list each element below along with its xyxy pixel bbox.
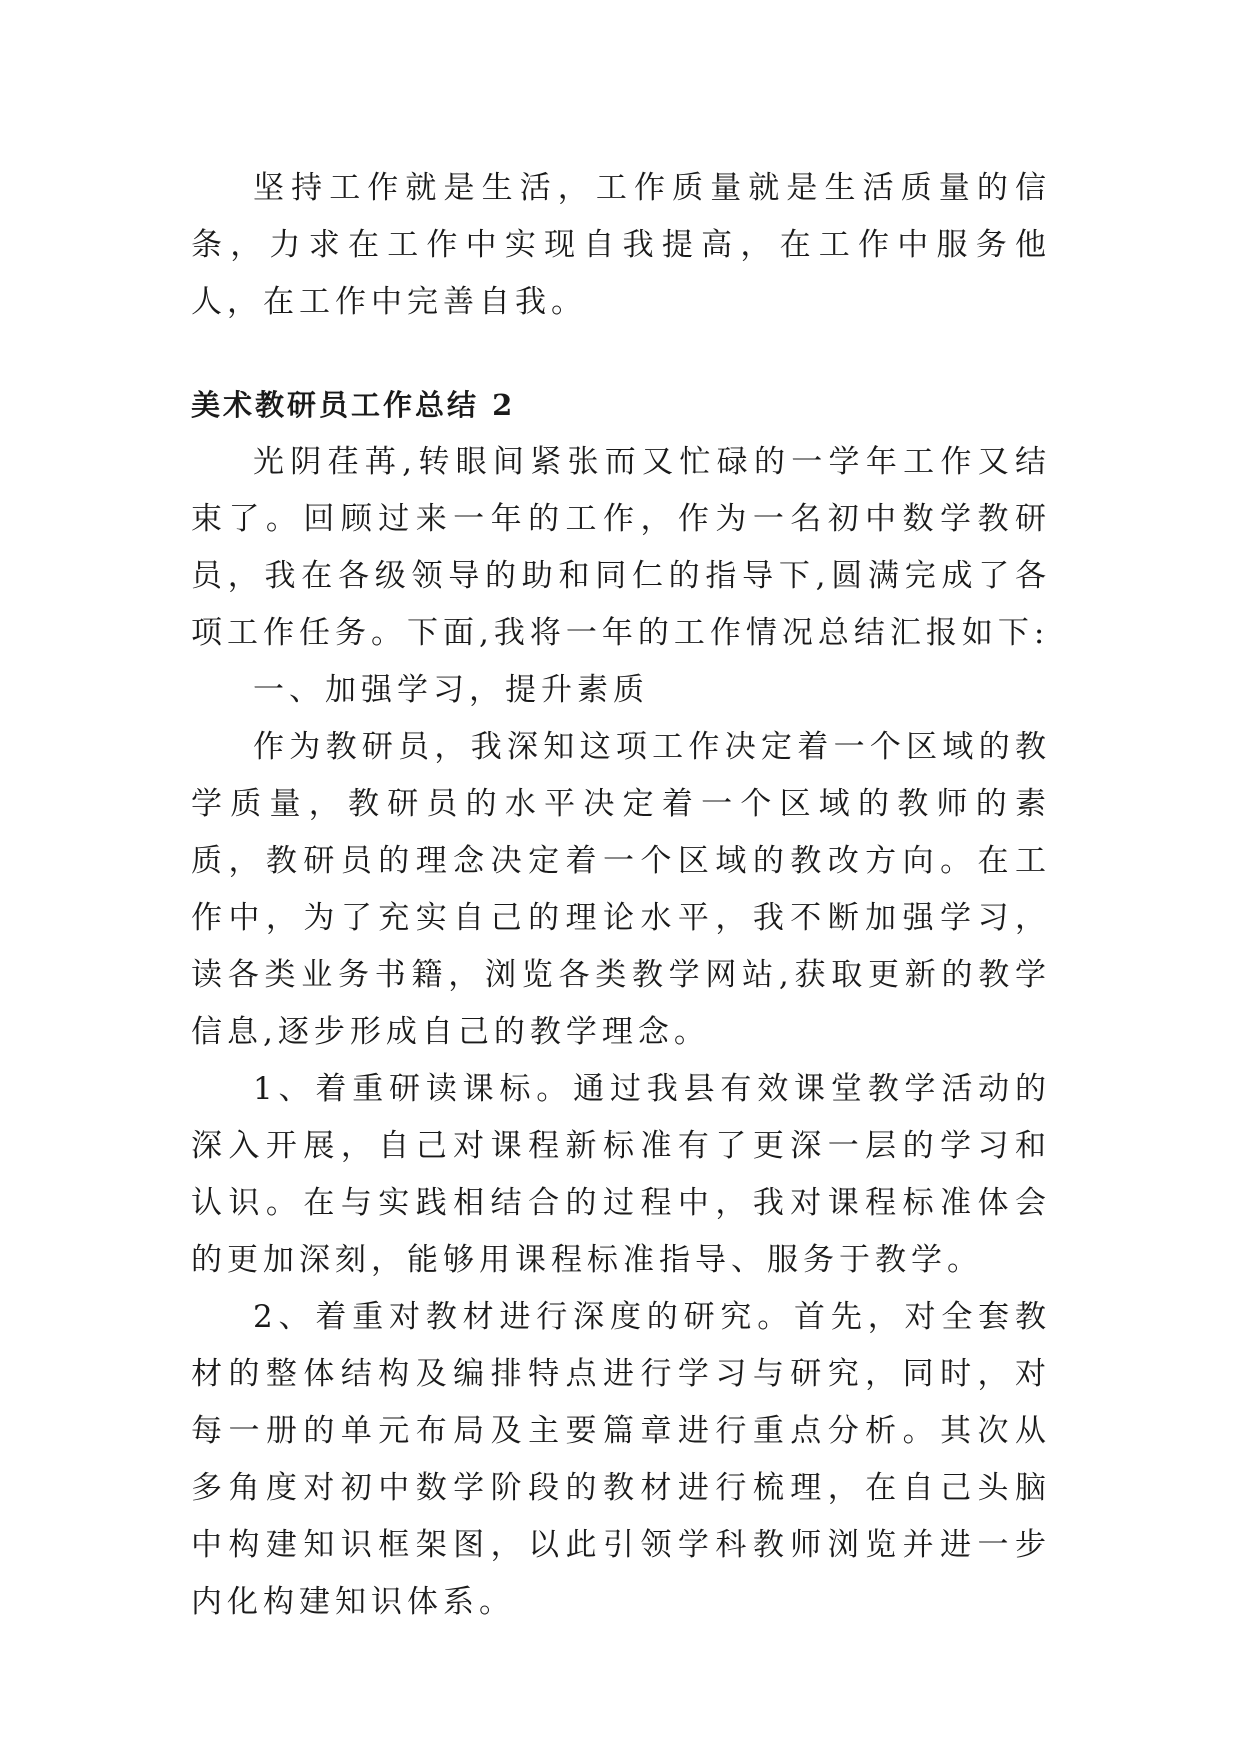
document-page <box>191 160 1051 1631</box>
paragraph-intro: 坚持工作就是生活，工作质量就是生活质量的信条，力求在工作中实现自我提高，在工作中服务他人，在工作中完善自我。 <box>191 170 1051 320</box>
section-title: 美术教研员工作总结 2 <box>191 388 516 422</box>
subheading-learning: 一、加强学习，提升素质 <box>253 672 649 708</box>
paragraph-textbook: 2、着重对教材进行深度的研究。首先，对全套教材的整体结构及编排特点进行学习与研究，同时，对每一册的单元布局及主要篇章进行重点分析。其次从多角度对初中数学阶段的教材进行梳理，在自己头脑中构建知识框架图，以此引领学科教师浏览并进一步内化构建知识体系。 <box>191 1299 1051 1620</box>
paragraph-curriculum: 1、着重研读课标。通过我县有效课堂教学活动的深入开展，自己对课程新标准有了更深一层的学习和认识。在与实践相结合的过程中，我对课程标准体会的更加深刻，能够用课程标准指导、服务于教学。 <box>191 1071 1051 1278</box>
paragraph-learning: 作为教研员，我深知这项工作决定着一个区域的教学质量，教研员的水平决定着一个区域的教师的素质，教研员的理念决定着一个区域的教改方向。在工作中，为了充实自己的理论水平，我不断加强学习，读各类业务书籍，浏览各类教学网站,获取更新的教学信息,逐步形成自己的教学理念。 <box>191 729 1051 1050</box>
paragraph-opening: 光阴荏苒,转眼间紧张而又忙碌的一学年工作又结束了。回顾过来一年的工作，作为一名初中数学教研员，我在各级领导的助和同仁的指导下,圆满完成了各项工作任务。下面,我将一年的工作情况总结汇报如下: <box>191 444 1051 651</box>
